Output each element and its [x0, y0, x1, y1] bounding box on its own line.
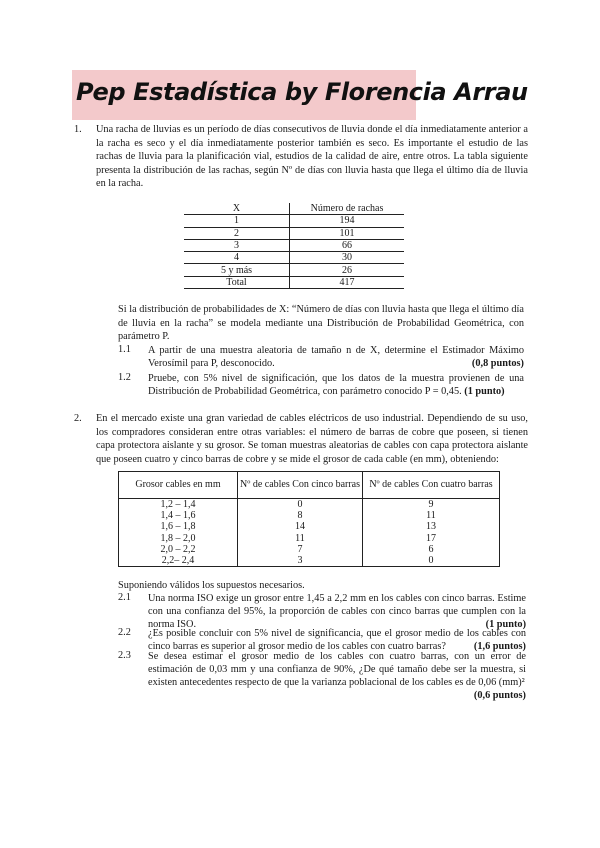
table-cell: 3	[238, 555, 363, 567]
table-cell: 9	[363, 499, 500, 511]
table-header: Nº de cables Con cinco barras	[238, 472, 363, 499]
table-row	[184, 239, 404, 251]
table-cell: 194	[290, 215, 405, 227]
item-1-2-text: Pruebe, con 5% nivel de significación, que los datos de la muestra provienen de una Distribución de Probabilidad Geométrica, con parámetro conocido P = 0,45.	[148, 373, 524, 397]
table-cell: 13	[363, 521, 500, 532]
table-cell: Total	[184, 276, 290, 288]
item-1-2	[148, 372, 524, 398]
item-2-2-points: (1,6 puntos)	[473, 641, 526, 652]
table-cell: 4	[184, 252, 290, 264]
table-cell: 8	[238, 510, 363, 521]
table-row	[184, 227, 404, 239]
item-2-1-text: Una norma ISO exige un grosor entre 1,45 a 2,2 mm en los cables con cinco barras. Estime con una confianza del 95%, la proporción de cables con cinco barras que cumplen con la norma ISO.	[148, 593, 526, 630]
table-row	[119, 555, 500, 567]
item-2-1	[148, 592, 526, 631]
table-cell: 2	[184, 227, 290, 239]
table-cell: 7	[238, 544, 363, 555]
table-cell: 2,0 – 2,2	[119, 544, 238, 555]
table-cell: 5 y más	[184, 264, 290, 276]
item-2-3-text: Se desea estimar el grosor medio de los cables con cuatro barras, con un error de estimación de 0,03 mm y una confianza de 90%, ¿De qué tamaño debe ser la muestra, si existen antecedentes respecto de que la varianza poblacional de los cables es de 0,06 (mm)²	[148, 651, 526, 688]
item-2-1-points: (1 punto)	[485, 619, 526, 630]
table-row	[119, 544, 500, 555]
table-cell: 1,2 – 1,4	[119, 499, 238, 511]
item-2-1-number: 2.1	[118, 592, 131, 603]
table-header: Grosor cables en mm	[119, 472, 238, 499]
table-cell: 1,8 – 2,0	[119, 533, 238, 544]
table-cell: 1,4 – 1,6	[119, 510, 238, 521]
table-cell: 17	[363, 533, 500, 544]
table-header: X	[184, 203, 290, 215]
table-cell: 30	[290, 252, 405, 264]
item-1-1-text: A partir de una muestra aleatoria de tamaño n de X, determine el Estimador Máximo Verosímil para P, desconocido.	[148, 345, 524, 369]
table-row	[184, 215, 404, 227]
table-cell: 14	[238, 521, 363, 532]
question-2-text: En el mercado existe una gran variedad de cables eléctricos de uso industrial. Dependiendo de su uso, los compradores consideran entre otras variables: el número de barras de cobre que poseen, si tienen capa protectora aislante y su grosor. Se toman muestras aleatorias de cables con capa protectora aislante que poseen cuatro y cinco barras de cobre y se mide el grosor de cada cable (en mm), obteniendo:	[96, 413, 528, 465]
question-1-text: Una racha de lluvias es un período de días consecutivos de lluvia donde el día inmediatamente anterior a la racha es seco y el día inmediatamente posterior también es seco. Es importante el estudio de las rachas de lluvia para la planificación vial, estudios de la calidad de aire, entre otros. La tabla siguiente presenta la distribución de las rachas, según Nº de días con lluvia hasta que llega el último día de lluvia en la racha.	[96, 124, 528, 190]
table-row	[119, 510, 500, 521]
table-cell: 101	[290, 227, 405, 239]
table-cell: 11	[363, 510, 500, 521]
table-row	[119, 533, 500, 544]
table-row	[184, 252, 404, 264]
table-row	[184, 264, 404, 276]
question-1-intro: Si la distribución de probabilidades de X: “Número de días con lluvia hasta que llega el último día de lluvia en la racha” se modela mediante una Distribución de Probabilidad Geométrica, con parámetro P.	[118, 304, 524, 343]
table-row	[119, 499, 500, 511]
table-header-row	[184, 203, 404, 215]
item-1-1	[148, 344, 524, 370]
table-cell: 0	[238, 499, 363, 511]
grosor-table	[118, 471, 500, 567]
item-2-2-number: 2.2	[118, 627, 131, 638]
table-cell: 1	[184, 215, 290, 227]
item-2-3	[148, 650, 526, 702]
table-cell: 11	[238, 533, 363, 544]
title-banner	[72, 70, 528, 120]
table-cell: 26	[290, 264, 405, 276]
table-cell: 0	[363, 555, 500, 567]
page-title: Pep Estadística by Florencia Arrau	[76, 78, 528, 106]
item-2-3-points: (0,6 puntos)	[473, 690, 526, 701]
table-total-row	[184, 276, 404, 288]
table-cell: 1,6 – 1,8	[119, 521, 238, 532]
item-1-1-number: 1.1	[118, 344, 131, 355]
item-2-2-text: ¿Es posible concluir con 5% nivel de significancia, que el grosor medio de los cables con cinco barras es superior al grosor medio de los cables con cuatro barras?	[148, 628, 526, 652]
item-1-2-number: 1.2	[118, 372, 131, 383]
table-header-row	[119, 472, 500, 499]
table-cell: 2,2– 2,4	[119, 555, 238, 567]
table-header: Número de rachas	[290, 203, 405, 215]
question-2-number: 2.	[74, 413, 82, 424]
item-1-1-points: (0,8 puntos)	[471, 358, 524, 369]
table-cell: 6	[363, 544, 500, 555]
question-2-intro: Suponiendo válidos los supuestos necesarios.	[118, 580, 305, 591]
table-cell: 3	[184, 239, 290, 251]
item-2-3-number: 2.3	[118, 650, 131, 661]
table-cell: 66	[290, 239, 405, 251]
question-1-number: 1.	[74, 124, 82, 135]
item-1-2-points: (1 punto)	[464, 386, 505, 397]
rachas-table	[184, 203, 404, 289]
table-row	[119, 521, 500, 532]
table-header: Nº de cables Con cuatro barras	[363, 472, 500, 499]
table-cell: 417	[290, 276, 405, 288]
